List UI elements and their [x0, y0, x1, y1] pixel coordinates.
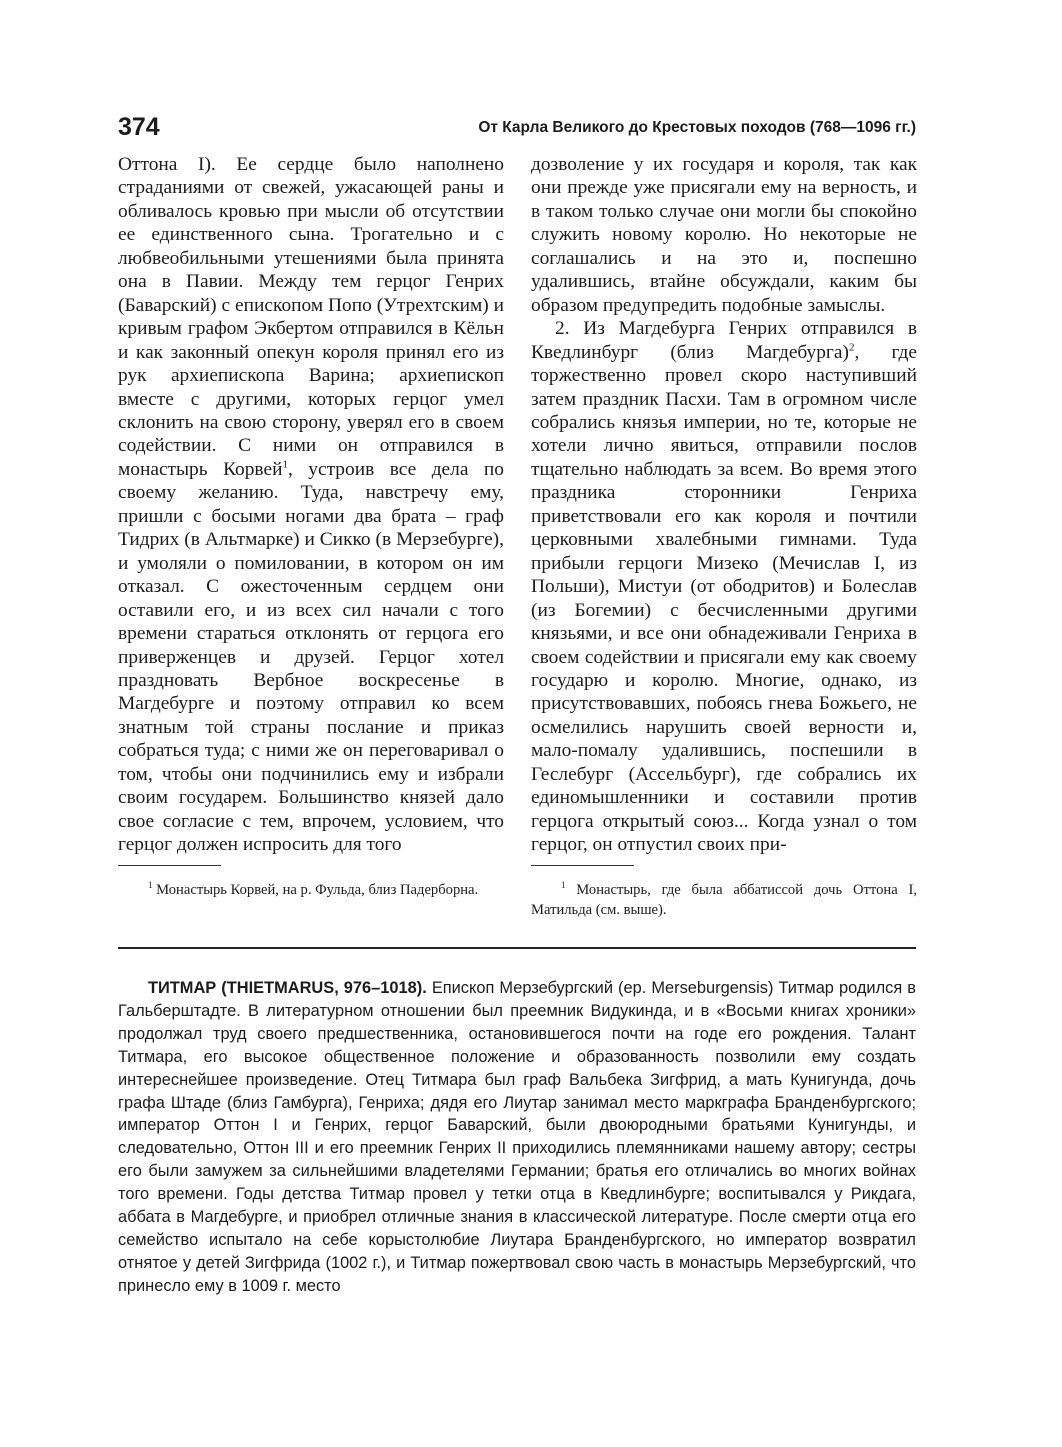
essay-title: ТИТМАР (THIETMARUS, 976–1018).: [148, 979, 427, 997]
left-text-after-footnote: , устроив все дела по своему желанию. Туда, навстречу ему, пришли с босыми ногами два брата – граф Тидрих (в Альтмарке) и Сикко (в Мерзебурге), и умоляли о помиловании, в котором он им отказал. С ожесточенным сердцем они оставили его, и из всех сил начали с того времени стараться отклонять от герцога его приверженцев и друзей. Герцог хотел праздновать Вербное воскресенье в Магдебурге и поэтому отправил ко всем знатным той страны послание и приказ собраться туда; с ними же он переговаривал о том, чтобы они подчинились ему и избрали своим государем. Большинство князей дало свое согласие с тем, впрочем, условием, что герцог должен испросить для того: [118, 458, 504, 856]
footnote-left: [118, 880, 504, 900]
left-column: [118, 153, 504, 857]
right-text-before-footnote: 2. Из Магдебурга Генрих отправился в Кведлинбург (близ Магдебурга): [531, 318, 917, 363]
right-text-after-footnote: , где торжественно провел скоро наступивший затем праздник Пасхи. Там в огромном числе собрались князья империи, но те, которые не хотели лично явиться, отправили послов тщательно наблюдать за всем. Во время этого праздника сторонники Генриха приветствовали его как короля и почтили церковными хвалебными гимнами. Туда прибыли герцоги Мизеко (Мечислав I, из Польши), Мистуи (от ободритов) и Болеслав (из Богемии) с бесчисленными другими князьями, и все они обнадеживали Генриха в своем содействии и присягали ему как своему государю и королю. Многие, однако, из присутствовавших, побоясь гнева Божьего, не осмелились нарушить своей верности и, мало-помалу удалившись, поспешили в Геслебург (Ассельбург), где собрались их единомышленники и составили против герцога открытый союз... Когда узнал о том герцог, он отпустил своих при-: [531, 341, 918, 856]
essay-body: Епископ Мерзебургский (ep. Merseburgensis) Титмар родился в Гальберштадте. В литературном отношении был преемник Видукинда, и в «Восьми книгах хроники» продолжал труд своего предшественника, остановившегося почти на годе его рождения. Талант Титмара, его высокое общественное положение и образованность позволили ему создать интереснейшее произведение. Отец Титмара был граф Вальбека Зигфрид, а мать Кунигунда, дочь графа Штаде (близ Гамбурга), Генриха; дядя его Лиутар занимал место маркграфа Бранденбургского; император Оттон I и Генрих, герцог Баварский, были двоюродными братьями Кунигунды, и следовательно, Оттон III и его преемник Генрих II приходились племянниками нашему автору; сестры его были замужем за сильнейшими владетелями Германии; братья его отличались во многих войнах того времени. Годы детства Титмар провел у тетки отца в Кведлинбурге; воспитывался у Рикдага, аббата в Магдебурге, и приобрел отличные знания в классической литературе. После смерти отца его семейство испытало на себе корыстолюбие Лиутара Бранденбургского, но император возвратил отнятое у детей Зигфрида (1002 г.), и Титмар пожертвовал свою часть в монастырь Мерзебургский, что принесло ему в 1009 г. место: [118, 979, 916, 1295]
footnote-left-text: Монастырь Корвей, на р. Фульда, близ Падерборна.: [152, 882, 479, 898]
right-column: [531, 153, 917, 857]
footnote-left-mark: 1: [148, 880, 153, 891]
right-column-paragraph-1: дозволение у их государя и короля, так как они прежде уже присягали ему на верность, и в таком только случае они могли бы спокойно служить новому королю. Но некоторые не соглашались и на это и, поспешно удалившись, втайне обсуждали, каким бы образом предупредить подобные замыслы.: [531, 154, 917, 316]
footnote-ref-2: 2: [848, 341, 855, 354]
footnote-right-text: Монастырь, где была аббатиссой дочь Оттона I, Матильда (см. выше).: [531, 882, 917, 918]
footnote-rule-right: [531, 865, 634, 866]
left-column-paragraph: [118, 153, 504, 857]
footnote-rule-left: [118, 865, 221, 866]
footnote-right: [531, 880, 917, 920]
page-number: 374: [118, 113, 160, 141]
section-divider: [118, 947, 916, 949]
footnote-right-mark: 1: [561, 880, 566, 891]
running-title: От Карла Великого до Крестовых походов (768—1096 гг.): [478, 119, 916, 136]
left-text-before-footnote: Оттона I). Ее сердце было наполнено страданиями от свежей, ужасающей раны и обливалось кровью при мысли об отсутствии ее единственного сына. Трогательно и с любвеобильными утешениями была принята она в Павии. Между тем герцог Генрих (Баварский) с епископом Попо (Утрехтским) и кривым графом Экбертом отправился в Кёльн и как законный опекун короля принял его из рук архиепископа Варина; архиепископ вместе с другими, которых герцог умел склонить на свою сторону, уверял его в своем содействии. С ними он отправился в монастырь Корвей: [118, 154, 504, 480]
footnote-ref-1: 1: [282, 458, 288, 471]
right-column-paragraph-2: [531, 317, 917, 856]
page-header: [118, 113, 916, 147]
author-essay: [118, 977, 916, 1298]
